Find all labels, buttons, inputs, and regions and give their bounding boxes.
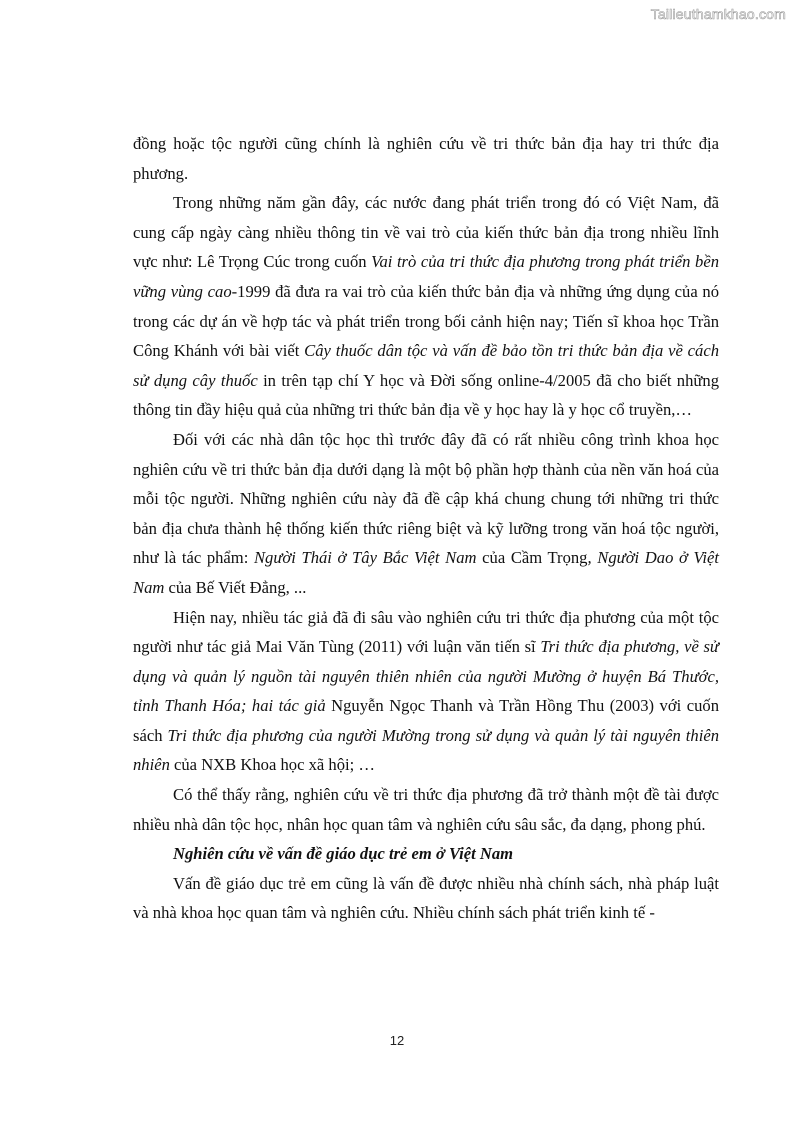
page-body <box>133 129 719 928</box>
italic-text: Tri thức địa phương của người Mường trong sử dụng và quản lý tài nguyên thiên nhiên <box>133 725 719 775</box>
text-run: Trong những năm gần đây, các nước đang phát triển trong đó có Việt Nam, đã cung cấp ngày càng nhiều thông tin về vai trò của kiến thức bản địa trong nhiều lĩnh vực như: Lê Trọng Cúc trong cuốn <box>133 193 719 272</box>
paragraph-list <box>133 129 719 839</box>
paragraph <box>133 188 719 425</box>
text-run: Nguyễn Ngọc Thanh và Trần Hồng Thu (2003) với cuốn sách <box>133 696 719 745</box>
paragraph <box>133 425 719 603</box>
paragraph <box>133 129 719 188</box>
text-run: -1999 đã đưa ra vai trò của kiến thức bản địa và những ứng dụng của nó trong các dự án về hợp tác và phát triển trong bối cảnh hiện nay; Tiến sĩ khoa học Trần Công Khánh với bài viết <box>133 281 719 361</box>
paragraph <box>133 603 719 781</box>
italic-text: Cây thuốc dân tộc và vấn đề bảo tồn tri thức bản địa về cách sử dụng cây thuốc <box>133 341 719 390</box>
italic-text: Người Thái ở Tây Bắc Việt Nam <box>253 548 477 568</box>
text-run: Có thể thấy rằng, nghiên cứu về tri thức địa phương đã trở thành một đề tài được nhiều nhà dân tộc học, nhân học quan tâm và nghiên cứu sâu sắc, đa dạng, phong phú. <box>133 785 719 834</box>
text-run: Hiện nay, nhiều tác giả đã đi sâu vào nghiên cứu tri thức địa phương của một tộc người như tác giả Mai Văn Tùng (2011) với luận văn tiến sĩ <box>133 607 719 657</box>
text-run: của Bế Viết Đẳng, ... <box>164 577 307 597</box>
page-number: 12 <box>389 1033 405 1048</box>
text-run: in trên tạp chí Y học và Đời sống online-4/2005 đã cho biết những thông tin đầy hiệu quả của những tri thức bản địa về y học hay là y học cổ truyền,… <box>133 370 719 420</box>
text-run: Đối với các nhà dân tộc học thì trước đây đã có rất nhiều công trình khoa học nghiên cứu về tri thức bản địa dưới dạng là một bộ phần hợp thành của nền văn hoá của mỗi tộc người. Những nghiên cứu này đã đề cập khá chung chung tới những tri thức bản địa chưa thành hệ thống kiến thức riêng biệt và kỹ lưỡng trong văn hoá tộc người, như là tác phẩm: <box>133 429 719 568</box>
text-run: của Cầm Trọng <box>476 548 588 568</box>
italic-text: Vai trò của tri thức địa phương trong phát triển bền vững vùng cao <box>133 252 720 301</box>
section-heading: Nghiên cứu về vấn đề giáo dục trẻ em ở Việt Nam <box>173 844 514 864</box>
watermark: Tailieuthamkhao.com <box>650 6 786 22</box>
italic-text: Tri thức địa phương, về sử dụng và quản lý nguồn tài nguyên thiên nhiên của người Mường ở huyện Bá Thước, tỉnh Thanh Hóa; hai tác giả <box>133 637 719 716</box>
paragraph <box>133 780 719 839</box>
text-run: đồng hoặc tộc người cũng chính là nghiên cứu về tri thức bản địa hay tri thức địa phương. <box>133 134 719 183</box>
text-run: của NXB Khoa học xã hội; … <box>169 755 375 775</box>
paragraph: Vấn đề giáo dục trẻ em cũng là vấn đề được nhiều nhà chính sách, nhà pháp luật và nhà khoa học quan tâm và nghiên cứu. Nhiều chính sách phát triển kinh tế - <box>133 873 719 923</box>
italic-text: , Người Dao ở Việt Nam <box>133 548 720 597</box>
